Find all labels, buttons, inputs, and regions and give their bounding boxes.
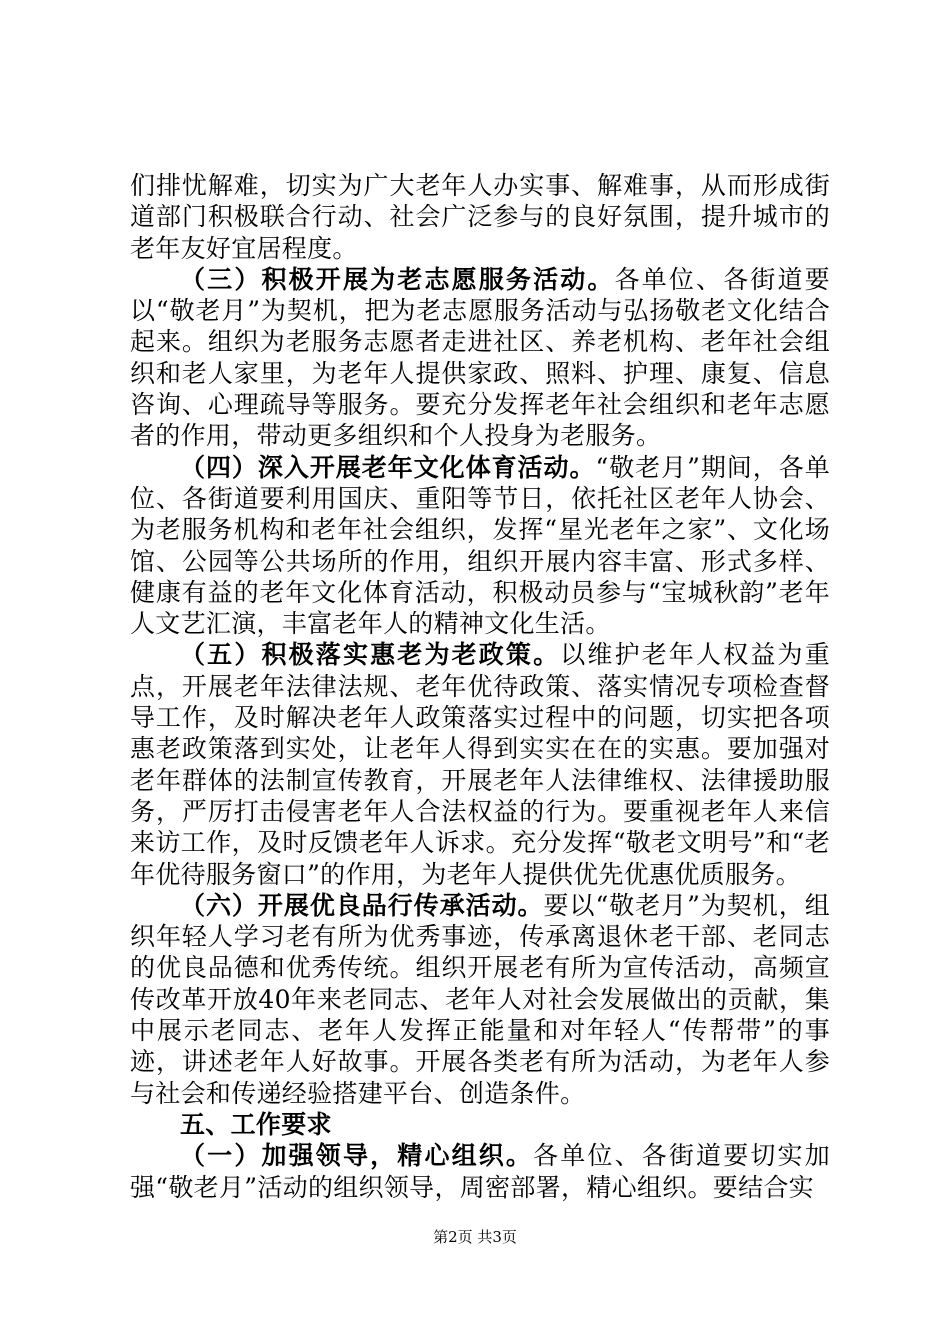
paragraph-leadership [130, 1140, 830, 1203]
paragraph-text: 以维护老年人权益为重点，开展老年法律法规、老年优待政策、落实情况专项检查督导工作，及时解决老年人政策落实过程中的问题，切实把各项惠老政策落到实处，让老年人得到实实在在的实惠。要加强对老年群体的法制宣传教育，开展老年人法律维权、法律援助服务，严厉打击侵害老年人合法权益的行为。要重视老年人来信来访工作，及时反馈老年人诉求。充分发挥“敬老文明号”和“老年优待服务窗口”的作用，为老年人提供优先优惠优质服务。 [130, 640, 830, 889]
paragraph-heading: （五）积极落实惠老为老政策。 [180, 640, 561, 670]
page-number-footer: 第2页 共3页 [433, 1228, 517, 1246]
paragraph-heading: （四）深入开展老年文化体育活动。 [180, 452, 596, 482]
paragraph-volunteer-service [130, 264, 830, 452]
paragraph-heading: （三）积极开展为老志愿服务活动。 [180, 264, 615, 294]
paragraph-heading: （一）加强领导，精心组织。 [180, 1141, 534, 1171]
paragraph-heritage [130, 890, 830, 1109]
paragraph-text: 各单位、各街道要以“敬老月”为契机，把为老志愿服务活动与弘扬敬老文化结合起来。组织为老服务志愿者走进社区、养老机构、老年社会组织和老人家里，为老年人提供家政、照料、护理、康复、信息咨询、心理疏导等服务。要充分发挥老年社会组织和老年志愿者的作用，带动更多组织和个人投身为老服务。 [130, 264, 830, 451]
paragraph-text: 各单位、各街道要切实加强“敬老月”活动的组织领导，周密部署，精心组织。要结合实 [130, 1141, 830, 1202]
section-title: 五、工作要求 [180, 1109, 332, 1139]
paragraph-continuation [130, 170, 830, 264]
paragraph-heading: （六）开展优良品行传承活动。 [180, 890, 544, 920]
paragraph-text: 们排忧解难，切实为广大老年人办实事、解难事，从而形成街道部门积极联合行动、社会广泛参与的良好氛围，提升城市的老年友好宜居程度。 [130, 171, 830, 263]
paragraph-policy [130, 639, 830, 889]
paragraph-text: 要以“敬老月”为契机，组织年轻人学习老有所为优秀事迹，传承离退休老干部、老同志的优良品德和优秀传统。组织开展老有所为宣传活动，高频宣传改革开放40年来老同志、老年人对社会发展做出的贡献，集中展示老同志、老年人发挥正能量和对年轻人“传帮带”的事迹，讲述老年人好故事。开展各类老有所为活动，为老年人参与社会和传递经验搭建平台、创造条件。 [130, 890, 830, 1108]
paragraph-text: “敬老月”期间，各单位、各街道要利用国庆、重阳等节日，依托社区老年人协会、为老服务机构和老年社会组织，发挥“星光老年之家”、文化场馆、公园等公共场所的作用，组织开展内容丰富、形式多样、健康有益的老年文化体育活动，积极动员参与“宝城秋韵”老年人文艺汇演，丰富老年人的精神文化生活。 [130, 452, 831, 639]
paragraph-culture-sports [130, 452, 830, 640]
document-body [130, 170, 830, 1203]
